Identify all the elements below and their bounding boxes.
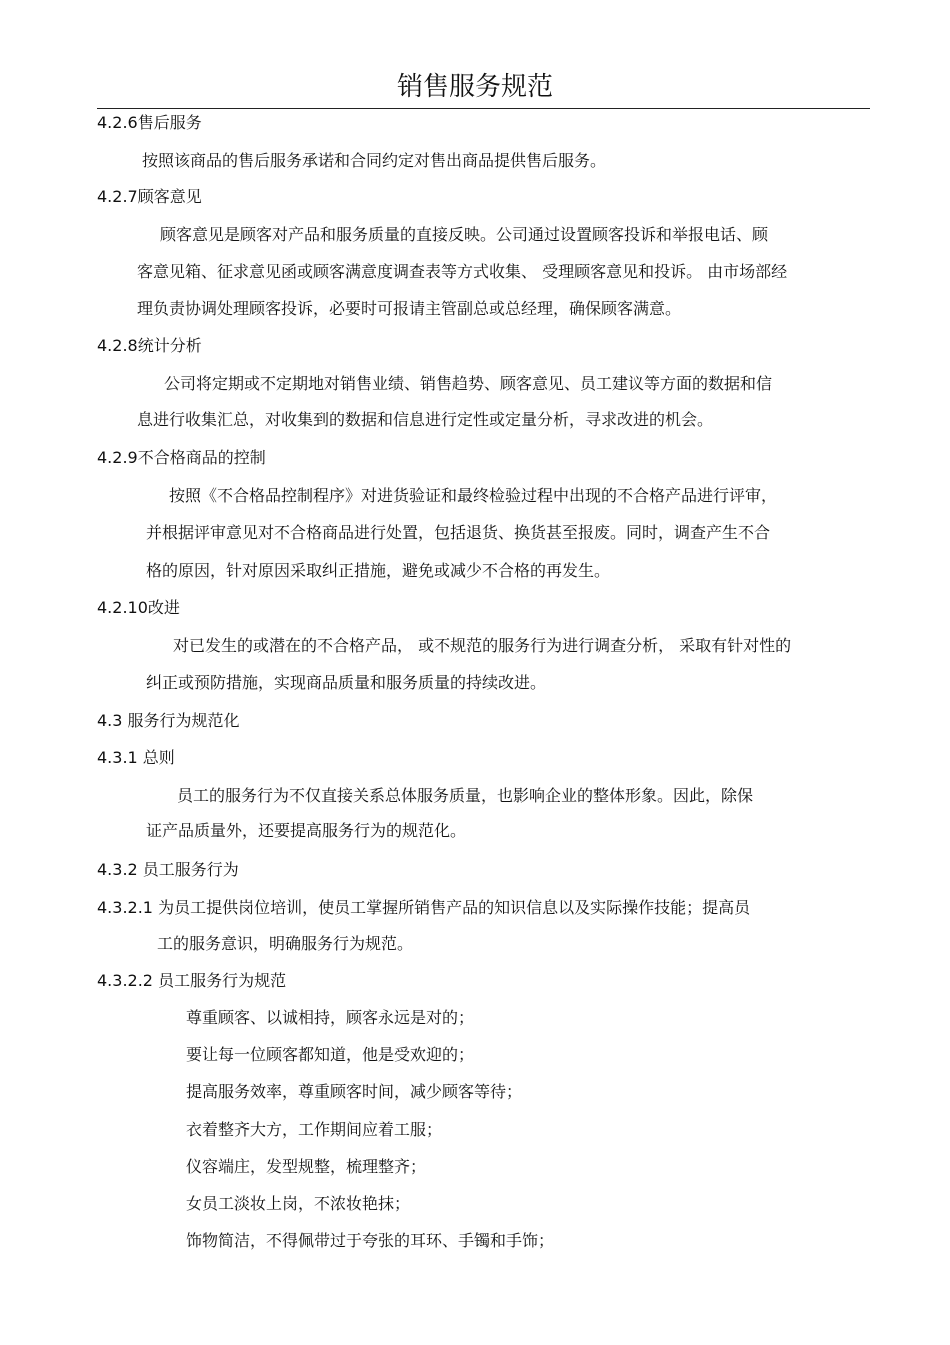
list-item: 尊重顾客、以诚相持，顾客永远是对的； [186,1008,475,1027]
paragraph-line: 纠正或预防措施，实现商品质量和服务质量的持续改进。 [146,673,547,692]
paragraph-line: 公司将定期或不定期地对销售业绩、销售趋势、顾客意见、员工建议等方面的数据和信 [164,374,773,393]
section-heading-4-3-2-2: 4.3.2.2 员工服务行为规范 [97,971,287,990]
paragraph-line: 按照该商品的售后服务承诺和合同约定对售出商品提供售后服务。 [142,151,607,170]
section-heading-4-2-7: 4.2.7顾客意见 [97,187,202,206]
header-rule [97,108,870,109]
section-heading-4-2-8: 4.2.8统计分析 [97,336,202,355]
paragraph-line: 员工的服务行为不仅直接关系总体服务质量，也影响企业的整体形象。因此，除保 [177,786,754,805]
paragraph-line: 并根据评审意见对不合格商品进行处置，包括退货、换货甚至报废。同时，调查产生不合 [146,523,771,542]
list-item: 衣着整齐大方，工作期间应着工服； [186,1120,443,1139]
paragraph-line: 客意见箱、征求意见函或顾客满意度调查表等方式收集、 受理顾客意见和投诉。 由市场部经 [137,262,788,281]
list-item: 女员工淡妆上岗，不浓妆艳抹； [186,1194,411,1213]
section-heading-4-3-2-1: 4.3.2.1 为员工提供岗位培训，使员工掌握所销售产品的知识信息以及实际操作技能；提高员 [97,898,751,917]
list-item: 仪容端庄，发型规整，梳理整齐； [186,1157,427,1176]
section-heading-4-2-9: 4.2.9不合格商品的控制 [97,448,266,467]
paragraph-line: 工的服务意识，明确服务行为规范。 [157,934,414,953]
paragraph-line: 按照《不合格品控制程序》对进货验证和最终检验过程中出现的不合格产品进行评审， [169,486,778,505]
list-item: 提高服务效率，尊重顾客时间，减少顾客等待； [186,1082,523,1101]
paragraph-line: 息进行收集汇总，对收集到的数据和信息进行定性或定量分析，寻求改进的机会。 [137,410,714,429]
paragraph-line: 对已发生的或潜在的不合格产品， 或不规范的服务行为进行调查分析， 采取有针对性的 [173,636,792,655]
paragraph-line: 证产品质量外，还要提高服务行为的规范化。 [146,821,467,840]
section-heading-4-2-6: 4.2.6售后服务 [97,113,202,132]
document-title: 销售服务规范 [396,72,553,102]
section-heading-4-3: 4.3 服务行为规范化 [97,711,240,730]
paragraph-line: 格的原因，针对原因采取纠正措施，避免或减少不合格的再发生。 [146,561,611,580]
paragraph-line: 理负责协调处理顾客投诉，必要时可报请主管副总或总经理，确保顾客满意。 [137,299,682,318]
section-heading-4-2-10: 4.2.10改进 [97,598,180,617]
list-item: 饰物简洁，不得佩带过于夸张的耳环、手镯和手饰； [186,1231,555,1250]
paragraph-line: 顾客意见是顾客对产品和服务质量的直接反映。公司通过设置顾客投诉和举报电话、顾 [160,225,769,244]
list-item: 要让每一位顾客都知道，他是受欢迎的； [186,1045,475,1064]
section-heading-4-3-2: 4.3.2 员工服务行为 [97,860,239,879]
section-heading-4-3-1: 4.3.1 总则 [97,748,175,767]
